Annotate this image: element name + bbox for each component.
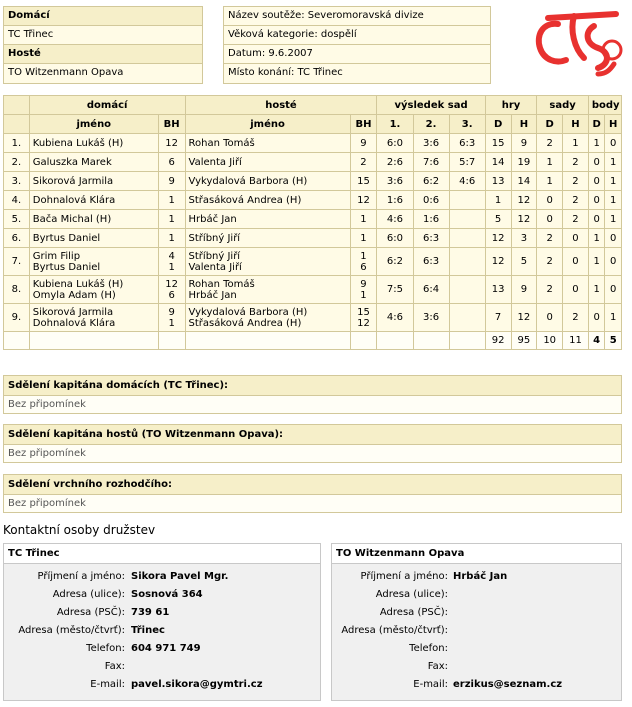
referee-message [3,474,622,513]
total-games-h: 95 [511,332,537,350]
col-sets-h: H [563,115,589,134]
home-team-name: TC Třinec [4,26,202,45]
cell-gd: 13 [485,172,511,191]
cell-sh: 2 [563,191,589,210]
col-home-bh: BH [158,115,185,134]
cell-s3 [449,229,485,248]
home-player: Bača Michal (H) [29,210,158,229]
guest-bh: 15 [350,172,377,191]
cell-s1: 6:0 [377,229,413,248]
contact-label: Adresa (PSČ): [56,607,125,618]
cell-bh: 0 [605,248,622,276]
cell-s1: 3:6 [377,172,413,191]
guest-bh: 1 6 [350,248,377,276]
cell-s3 [449,248,485,276]
home-bh: 1 [158,229,185,248]
home-player: Byrtus Daniel [29,229,158,248]
col-games-h: H [511,115,537,134]
cell-gd: 13 [485,276,511,304]
home-contact-box [3,543,321,701]
cell-bd: 0 [588,304,605,332]
col-guest-bh: BH [350,115,377,134]
home-player: Grim Filip Byrtus Daniel [29,248,158,276]
contact-value: Třinec [131,625,165,636]
home-bh: 9 [158,172,185,191]
cell-s2: 3:6 [413,134,449,153]
cell-gd: 12 [485,229,511,248]
guest-player: Střasáková Andrea (H) [185,191,350,210]
cell-s2: 7:6 [413,153,449,172]
home-bh: 1 [158,210,185,229]
guest-bh: 9 [350,134,377,153]
col-set3: 3. [449,115,485,134]
club-logo [528,4,628,84]
home-player: Galuszka Marek [29,153,158,172]
home-player: Kubiena Lukáš (H) Omyla Adam (H) [29,276,158,304]
home-bh: 9 1 [158,304,185,332]
cell-s2: 6:2 [413,172,449,191]
group-result: výsledek sad [377,96,485,115]
row-number: 9. [4,304,30,332]
total-points-d: 4 [588,332,605,350]
cell-s3 [449,210,485,229]
teams-box [3,6,203,84]
age-category: Věková kategorie: dospělí [224,26,490,45]
guest-bh: 1 [350,210,377,229]
guest-player: Stříbný Jiří [185,229,350,248]
table-column-header [4,115,622,134]
cell-sh: 0 [563,276,589,304]
cell-gd: 14 [485,153,511,172]
row-number: 7. [4,248,30,276]
cell-gh: 9 [511,276,537,304]
contact-label: Příjmení a jméno: [37,571,125,582]
row-number: 8. [4,276,30,304]
total-sets-d: 10 [537,332,563,350]
cell-sd: 2 [537,248,563,276]
contacts-title: Kontaktní osoby družstev [3,523,156,537]
col-games-d: D [485,115,511,134]
match-date: Datum: 9.6.2007 [224,45,490,64]
cell-sh: 2 [563,304,589,332]
cell-bd: 0 [588,210,605,229]
cell-bh: 1 [605,191,622,210]
cell-s3: 4:6 [449,172,485,191]
guest-bh: 15 12 [350,304,377,332]
home-bh: 1 [158,191,185,210]
guest-player: Hrbáč Jan [185,210,350,229]
cell-gh: 12 [511,191,537,210]
cell-bd: 0 [588,153,605,172]
contact-value: 739 61 [131,607,170,618]
cell-bd: 0 [588,172,605,191]
cell-gd: 12 [485,248,511,276]
cell-bd: 1 [588,229,605,248]
match-info-box [223,6,491,84]
contact-value: Sikora Pavel Mgr. [131,571,229,582]
cell-s3 [449,276,485,304]
guest-bh: 9 1 [350,276,377,304]
cell-gh: 3 [511,229,537,248]
cell-gh: 5 [511,248,537,276]
contact-label: Adresa (ulice): [52,589,125,600]
cell-sd: 1 [537,172,563,191]
cell-bh: 1 [605,210,622,229]
group-sets: sady [537,96,589,115]
col-points-d: D [588,115,605,134]
cell-sh: 0 [563,229,589,248]
home-bh: 12 [158,134,185,153]
cell-bh: 1 [605,172,622,191]
home-bh: 6 [158,153,185,172]
table-group-header [4,96,622,115]
col-sets-d: D [537,115,563,134]
cell-sd: 0 [537,210,563,229]
corner-cell [4,96,30,115]
contact-value: Hrbáč Jan [453,571,508,582]
cell-gd: 15 [485,134,511,153]
cell-s1: 6:2 [377,248,413,276]
cell-gh: 12 [511,210,537,229]
message-value: Bez připomínek [4,445,621,462]
match-venue: Místo konání: TC Třinec [228,67,343,78]
guest-bh: 2 [350,153,377,172]
guest-captain-message [3,424,622,463]
contact-value: Sosnová 364 [131,589,203,600]
cell-gh: 12 [511,304,537,332]
guest-player: Valenta Jiří [185,153,350,172]
contact-value: 604 971 749 [131,643,201,654]
cell-gd: 1 [485,191,511,210]
row-number: 6. [4,229,30,248]
cell-s1: 1:6 [377,191,413,210]
home-player: Sikorová Jarmila [29,172,158,191]
group-home: domácí [29,96,185,115]
contact-label: Adresa (ulice): [375,589,448,600]
col-points-h: H [605,115,622,134]
contact-label: Telefon: [86,643,125,654]
table-row [4,210,622,229]
cell-s1: 6:0 [377,134,413,153]
cell-gd: 5 [485,210,511,229]
corner-cell [4,115,30,134]
cell-gh: 9 [511,134,537,153]
group-guest: hosté [185,96,377,115]
cell-s3 [449,304,485,332]
contact-label: Fax: [427,661,448,672]
guest-player: Stříbný Jiří Valenta Jiří [185,248,350,276]
table-row [4,304,622,332]
contact-label: Fax: [104,661,125,672]
cell-s2: 6:3 [413,248,449,276]
competition-name: Název soutěže: Severomoravská divize [224,7,490,26]
cell-s3: 5:7 [449,153,485,172]
row-number: 1. [4,134,30,153]
col-set1: 1. [377,115,413,134]
home-bh: 12 6 [158,276,185,304]
guest-contact-team: TO Witzenmann Opava [332,544,621,564]
cell-sd: 2 [537,229,563,248]
cell-s1: 4:6 [377,210,413,229]
message-title: Sdělení vrchního rozhodčího: [4,475,621,495]
cell-sh: 2 [563,153,589,172]
results-body [4,134,622,332]
message-value: Bez připomínek [4,495,621,512]
table-row [4,153,622,172]
table-row [4,248,622,276]
guest-contact-box [331,543,622,701]
group-games: hry [485,96,537,115]
contact-label: E-mail: [413,679,448,690]
guest-player: Vykydalová Barbora (H) Střasáková Andrea (H) [185,304,350,332]
contact-label: Adresa (PSČ): [379,607,448,618]
guest-bh: 1 [350,229,377,248]
cell-s1: 2:6 [377,153,413,172]
cell-sd: 1 [537,153,563,172]
home-captain-message [3,375,622,414]
home-player: Kubiena Lukáš (H) [29,134,158,153]
row-number: 4. [4,191,30,210]
cell-sd: 0 [537,304,563,332]
guest-team-name: TO Witzenmann Opava [8,67,124,78]
message-value: Bez připomínek [4,396,621,413]
results-table [3,95,622,350]
contact-label: Adresa (město/čtvrť): [18,625,125,636]
table-row [4,276,622,304]
guest-player: Rohan Tomáš [185,134,350,153]
cell-gd: 7 [485,304,511,332]
cell-sh: 2 [563,210,589,229]
cell-sd: 0 [537,191,563,210]
guest-label: Hosté [4,45,202,64]
contact-value: erzikus@seznam.cz [453,679,563,690]
contact-value: pavel.sikora@gymtri.cz [131,679,263,690]
contact-label: Příjmení a jméno: [360,571,448,582]
home-bh: 4 1 [158,248,185,276]
contact-label: Adresa (město/čtvrť): [341,625,448,636]
total-games-d: 92 [485,332,511,350]
cell-bd: 1 [588,248,605,276]
col-home-name: jméno [29,115,158,134]
cell-bh: 0 [605,229,622,248]
cell-sh: 1 [563,134,589,153]
guest-bh: 12 [350,191,377,210]
col-guest-name: jméno [185,115,350,134]
cell-bd: 1 [588,134,605,153]
group-points: body [588,96,621,115]
cell-s1: 7:5 [377,276,413,304]
cell-s2: 1:6 [413,210,449,229]
home-player: Sikorová Jarmila Dohnalová Klára [29,304,158,332]
cell-s2: 6:3 [413,229,449,248]
home-contact-team: TC Třinec [4,544,320,564]
row-number: 3. [4,172,30,191]
totals-row [4,332,622,350]
cell-bh: 1 [605,304,622,332]
row-number: 2. [4,153,30,172]
contact-label: Telefon: [409,643,448,654]
message-title: Sdělení kapitána domácích (TC Třinec): [4,376,621,396]
col-set2: 2. [413,115,449,134]
contact-label: E-mail: [90,679,125,690]
cell-sd: 2 [537,276,563,304]
table-row [4,191,622,210]
total-sets-h: 11 [563,332,589,350]
message-title: Sdělení kapitána hostů (TO Witzenmann Opava): [4,425,621,445]
cell-bh: 0 [605,134,622,153]
cell-sh: 2 [563,172,589,191]
cell-s2: 3:6 [413,304,449,332]
home-player: Dohnalová Klára [29,191,158,210]
cell-s2: 0:6 [413,191,449,210]
cell-s3 [449,191,485,210]
cell-gh: 19 [511,153,537,172]
row-number: 5. [4,210,30,229]
cell-bd: 1 [588,276,605,304]
cell-sd: 2 [537,134,563,153]
cell-bd: 0 [588,191,605,210]
cell-gh: 14 [511,172,537,191]
cell-bh: 0 [605,276,622,304]
cell-sh: 0 [563,248,589,276]
home-label: Domácí [4,7,202,26]
cell-s3: 6:3 [449,134,485,153]
cell-s2: 6:4 [413,276,449,304]
table-row [4,229,622,248]
table-row [4,134,622,153]
guest-player: Vykydalová Barbora (H) [185,172,350,191]
cell-bh: 1 [605,153,622,172]
cell-s1: 4:6 [377,304,413,332]
total-points-h: 5 [605,332,622,350]
guest-player: Rohan Tomáš Hrbáč Jan [185,276,350,304]
table-row [4,172,622,191]
